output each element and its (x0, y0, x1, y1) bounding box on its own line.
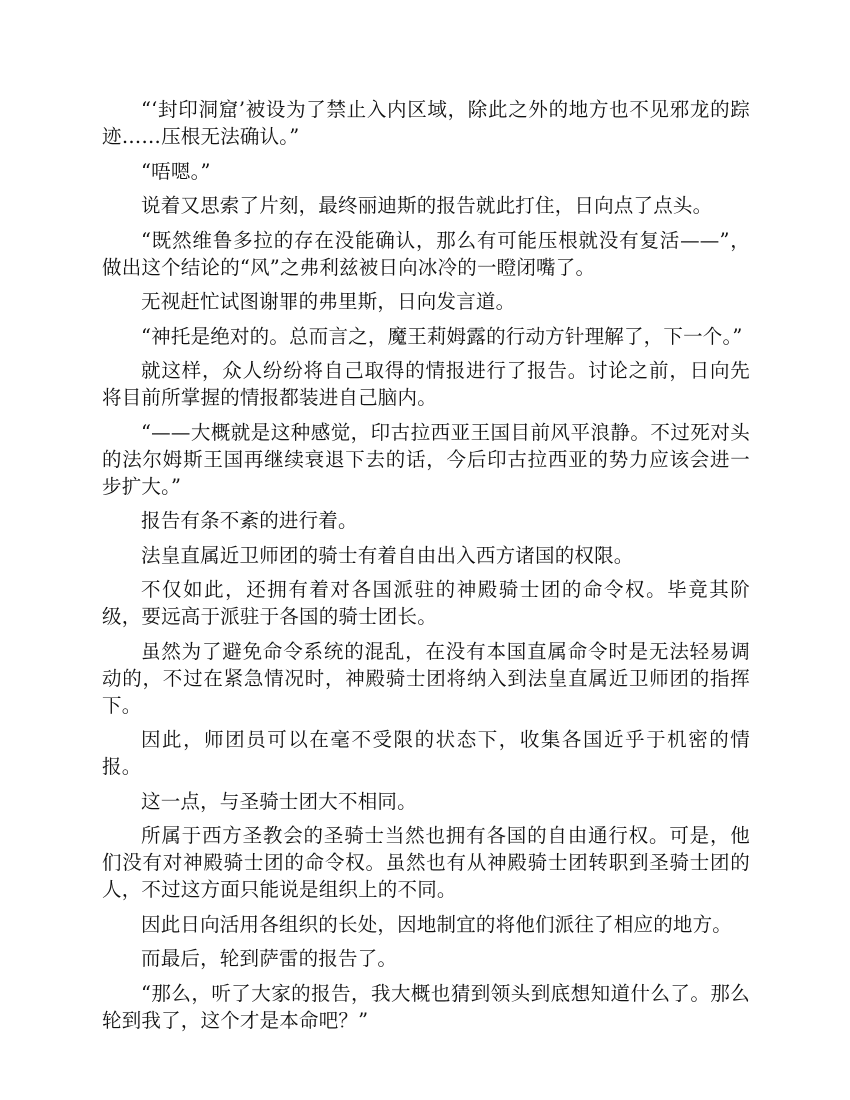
paragraph: 而最后，轮到萨雷的报告了。 (141, 947, 398, 970)
paragraph: 不仅如此，还拥有着对各国派驻的神殿骑士团的命令权。毕竟其阶级，要远高于派驻于各国的骑士团长。 (102, 578, 750, 628)
paragraph: 这一点，与圣骑士团大不相同。 (141, 789, 417, 813)
paragraph: 报告有条不紊的进行着。 (141, 509, 358, 532)
paragraph: “唔嗯。” (141, 159, 211, 183)
paragraph: “神托是绝对的。总而言之，魔王莉姆露的行动方针理解了，下一个。” (141, 324, 743, 348)
paragraph: 无视赶忙试图谢罪的弗里斯，日向发言道。 (141, 290, 516, 313)
paragraph: “‘封印洞窟’被设为了禁止入内区域，除此之外的地方也不见邪龙的踪迹……压根无法确认。” (102, 98, 750, 148)
paragraph: “——大概就是这种感觉，印古拉西亚王国目前风平浪静。不过死对头的法尔姆斯王国再继续衰退下去的话，今后印古拉西亚的势力应该会进一步扩大。” (102, 420, 750, 498)
paragraph: 说着又思索了片刻，最终丽迪斯的报告就此打住，日向点了点头。 (141, 194, 713, 217)
paragraph: 就这样，众人纷纷将自己取得的情报进行了报告。讨论之前，日向先将目前所掌握的情报都装进自己脑内。 (102, 359, 750, 409)
paragraph: 因此，师团员可以在毫不受限的状态下，收集各国近乎于机密的情报。 (102, 728, 750, 778)
paragraph: “既然维鲁多拉的存在没能确认，那么有可能压根就没有复活——”，做出这个结论的“风”之弗利兹被日向冰冷的一瞪闭嘴了。 (102, 228, 750, 279)
paragraph: 因此日向活用各组织的长处，因地制宜的将他们派往了相应的地方。 (141, 912, 733, 936)
paragraph: “那么，听了大家的报告，我大概也猜到领头到底想知道什么了。那么轮到我了，这个才是本命吧？” (102, 981, 750, 1032)
paragraph: 法皇直属近卫师团的骑士有着自由出入西方诸国的权限。 (141, 543, 634, 567)
document-page (102, 96, 750, 1041)
paragraph: 所属于西方圣教会的圣骑士当然也拥有各国的自由通行权。可是，他们没有对神殿骑士团的命令权。虽然也有从神殿骑士团转职到圣骑士团的人，不过这方面只能说是组织上的不同。 (102, 824, 750, 901)
paragraph: 虽然为了避免命令系统的混乱，在没有本国直属命令时是无法轻易调动的，不过在紧急情况时，神殿骑士团将纳入到法皇直属近卫师团的指挥下。 (102, 639, 750, 717)
